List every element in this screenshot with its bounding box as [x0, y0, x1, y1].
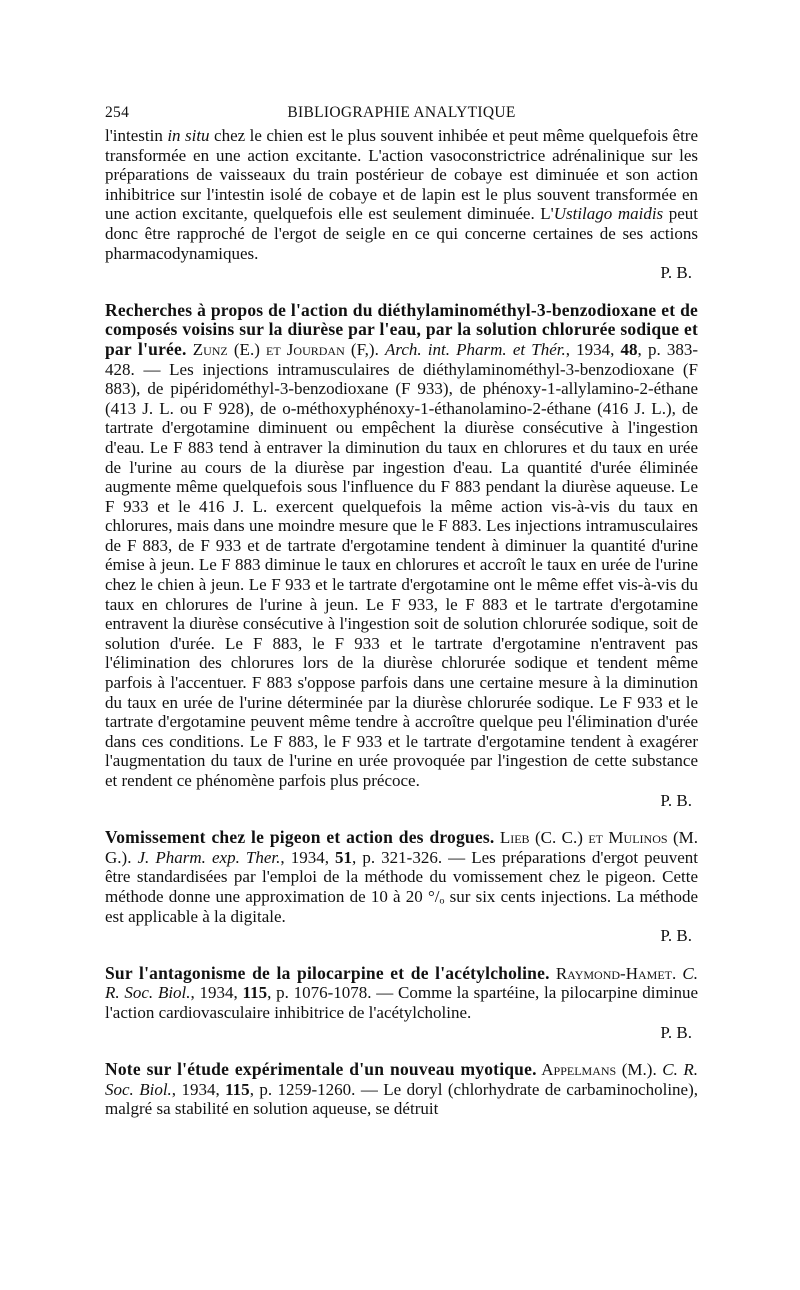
entry-authors: Appelmans (M.). [536, 1060, 663, 1080]
signature: P. B. [660, 926, 692, 946]
continuation-paragraph [105, 126, 698, 263]
entry-volume: 48 [620, 339, 638, 359]
running-head [105, 100, 698, 124]
entry-paragraph [105, 1060, 698, 1119]
page-number: 254 [105, 104, 130, 121]
entry-body: , p. 321-326. — Les préparations d'ergot peuvent être standardisées par l'emploi de la méthode du vomissement chez le pigeon. Cette méthode donne une approximation de 10 à 20 °/ₒ sur six cents injections. La méthode est applicable à la digitale. [105, 847, 698, 926]
entry-body: , p. 1259-1260. — Le doryl (chlorhydrate de carbaminocholine), malgré sa stabilité en solution aqueuse, se détruit [105, 1079, 698, 1119]
entry-title: Recherches à propos de l'action du diéthylaminométhyl-3-benzodioxane et de composés voisins sur la diurèse par l'eau, par la solution chlorurée sodique et par l'urée. [105, 299, 698, 359]
entry-title: Sur l'antagonisme de la pilocarpine et de l'acétylcholine. [105, 962, 550, 983]
entry-myotique [105, 1060, 698, 1119]
entry-authors: Zunz (E.) et Jourdan (F,). [186, 339, 385, 359]
entry-title: Note sur l'étude expérimentale d'un nouveau myotique. [105, 1059, 537, 1080]
entry-year: , 1934, [190, 983, 243, 1003]
entry-authors: Lieb (C. C.) et Mulinos (M. G.). [105, 828, 699, 867]
page-content [105, 100, 698, 1119]
signature: P. B. [660, 1022, 692, 1042]
signature: P. B. [660, 790, 692, 810]
entry-journal: J. Pharm. exp. Ther. [137, 847, 281, 867]
text: peut donc être rapproché de l'ergot de seigle en ce qui concerne certaines de ses actions pharmacodynamiques. [105, 204, 698, 263]
continuation-abstract [105, 126, 698, 283]
text-italic: Ustilago maidis [553, 204, 664, 224]
entry-year: , 1934, [280, 847, 336, 867]
entry-year: , 1934, [171, 1079, 226, 1099]
entry-volume: 115 [242, 983, 268, 1003]
entry-journal: C. R. Soc. Biol. [105, 1060, 698, 1099]
entry-title: Vomissement chez le pigeon et action des drogues. [105, 827, 495, 848]
entry-body: , p. 383-428. — Les injections intramusculaires de diéthylaminométhyl-3-benzodioxane (F 883), de pipéridométhyl-3-benzodioxane (F 933), de phénoxy-1-allylamino-2-éthane (413 J. L. ou F 928), de o-méthoxyphénoxy-1-éthanolamino-2-éthane (416 J. L.), de tartrate d'ergotamine diminuent ou empêchent la diurèse consécutive à l'ingestion d'eau. Le F 883 tend à entraver la diminution du taux en chlorures et du taux en urée de l'urine au cours de la diurèse par ingestion d'eau. La quantité d'urée éliminée augmente même quelquefois sous l'influence du F 883 pendant la diurèse aqueuse. Le F 933 et le 416 J. L. exercent quelquefois la même action vis-à-vis du taux en chlorures, mais dans une moindre mesure que le F 883. Les injections intramusculaires de F 883, de F 933 et de tartrate d'ergotamine tendent à diminuer la quantité d'urine émise à jeun. Le F 883 diminue le taux en chlorures et accroît le taux en urée de l'urine chez le chien à jeun. Le F 933 et le tartrate d'ergotamine ont le même effet vis-à-vis du taux en chlorures de l'urine à jeun. Le F 933, le F 883 et le tartrate d'ergotamine entravent la diurèse consécutive à l'ingestion soit de solution chlorurée sodique, soit de solution d'urée. Le F 883, le F 933 et le tartrate d'ergotamine n'entravent pas l'élimination des chlorures lors de la diurèse chlorurée sodique et tendent même parfois à l'accentuer. F 883 s'oppose parfois dans une certaine mesure à la diminution du taux en urée de l'urine déterminée par la diurèse chlorurée sodique. Le F 933 et le tartrate d'ergotamine peuvent même tendre à accroître quelque peu l'élimination d'urée dans ces conditions. Le F 883, le F 933 et le tartrate d'ergotamine tendent à exagérer l'augmentation du taux de l'urine en urée provoquée par l'ingestion de cette substance et rendent ce phénomène parfois plus précoce. [105, 339, 699, 790]
signature: P. B. [660, 263, 692, 283]
text: chez le chien est le plus souvent inhibée et peut même quelquefois être transformée en une action excitante. L'action vasoconstrictrice adrénalinique sur les préparations de vaisseaux du train postérieur de cobaye est diminuée et son action inhibitrice sur l'intestin isolé de cobaye et de lapin est le plus souvent transformée en une action excitante, quelquefois elle est seulement diminuée. L' [105, 126, 699, 224]
text: l'intestin [105, 126, 168, 145]
entry-paragraph [105, 828, 698, 926]
entry-body: , p. 1076-1078. — Comme la spartéine, la pilocarpine diminue l'action cardiovasculaire inhibitrice de l'acétylcholine. [105, 983, 698, 1022]
entry-vomissement [105, 828, 698, 946]
entry-diurese [105, 301, 698, 810]
entry-journal: C. R. Soc. Biol. [105, 963, 698, 1003]
entry-paragraph [105, 301, 698, 791]
entry-antagonisme [105, 964, 698, 1042]
running-title: BIBLIOGRAPHIE ANALYTIQUE [287, 104, 516, 121]
entry-volume: 51 [335, 847, 353, 867]
entry-paragraph [105, 964, 698, 1023]
entry-volume: 115 [225, 1079, 250, 1099]
text-italic: in situ [167, 126, 210, 145]
entry-authors: Raymond-Hamet. [549, 963, 683, 983]
entry-year: , 1934, [565, 339, 621, 359]
entry-journal: Arch. int. Pharm. et Thér. [384, 339, 566, 359]
